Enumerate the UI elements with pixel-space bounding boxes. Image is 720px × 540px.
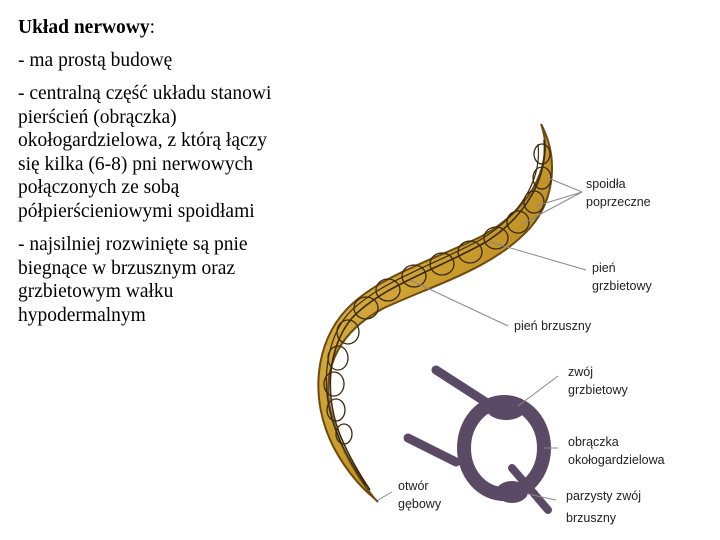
- label-obraczka-line1: obrączka: [568, 435, 619, 449]
- leader-otwor: [378, 492, 392, 500]
- paragraph-nerve-trunks: - najsilniej rozwinięte są pnie biegnące w brzusznym oraz grzbietowym wałku hypodermalnym: [18, 234, 248, 326]
- title-colon: :: [149, 17, 156, 38]
- text-column: [18, 16, 280, 337]
- leader-lines: [378, 178, 586, 500]
- label-otwor-line1: otwór: [398, 479, 429, 493]
- worm-body: [318, 124, 552, 498]
- dorsal-ganglion: [486, 396, 526, 420]
- label-zwoj-line1: zwój: [568, 365, 594, 379]
- title-text: Układ nerwowy: [18, 17, 150, 38]
- label-pien-brzuszny: pień brzuszny: [514, 319, 592, 333]
- paragraph-simple-structure: - ma prostą budowę: [18, 49, 173, 71]
- nematode-nervous-system-figure: [286, 118, 720, 540]
- slide-title: [18, 16, 280, 40]
- leader-pien-grzbietowy: [490, 242, 586, 270]
- paragraph-central-ring: - centralną część układu stanowi pierścień (obrączka) okołogardzielowa, z którą łączy się kilka (6-8) pni nerwowych połączonych ze sobą półpierścieniowymi spoidłami: [18, 83, 272, 222]
- label-pien-grzbietowy-line1: pień: [592, 261, 616, 275]
- leader-pien-brzuszny: [410, 280, 508, 326]
- label-pien-grzbietowy-line2: grzbietowy: [592, 279, 652, 293]
- label-parzysty-line2: brzuszny: [566, 511, 617, 525]
- ventral-trunk-stub: [408, 438, 456, 462]
- leader-zwoj: [518, 376, 558, 406]
- nerve-ring-detail: [408, 370, 548, 510]
- label-parzysty-line1: parzysty zwój: [566, 489, 642, 503]
- label-otwor-line2: gębowy: [398, 497, 442, 511]
- mouth-tip: [366, 490, 378, 502]
- label-zwoj-line2: grzbietowy: [568, 383, 628, 397]
- figure-canvas: [286, 118, 720, 540]
- label-spoidla-line1: spoidła: [586, 177, 626, 191]
- ventral-ganglion: [496, 481, 528, 503]
- label-spoidla-line2: poprzeczne: [586, 195, 651, 209]
- label-obraczka-line2: okołogardzielowa: [568, 453, 665, 467]
